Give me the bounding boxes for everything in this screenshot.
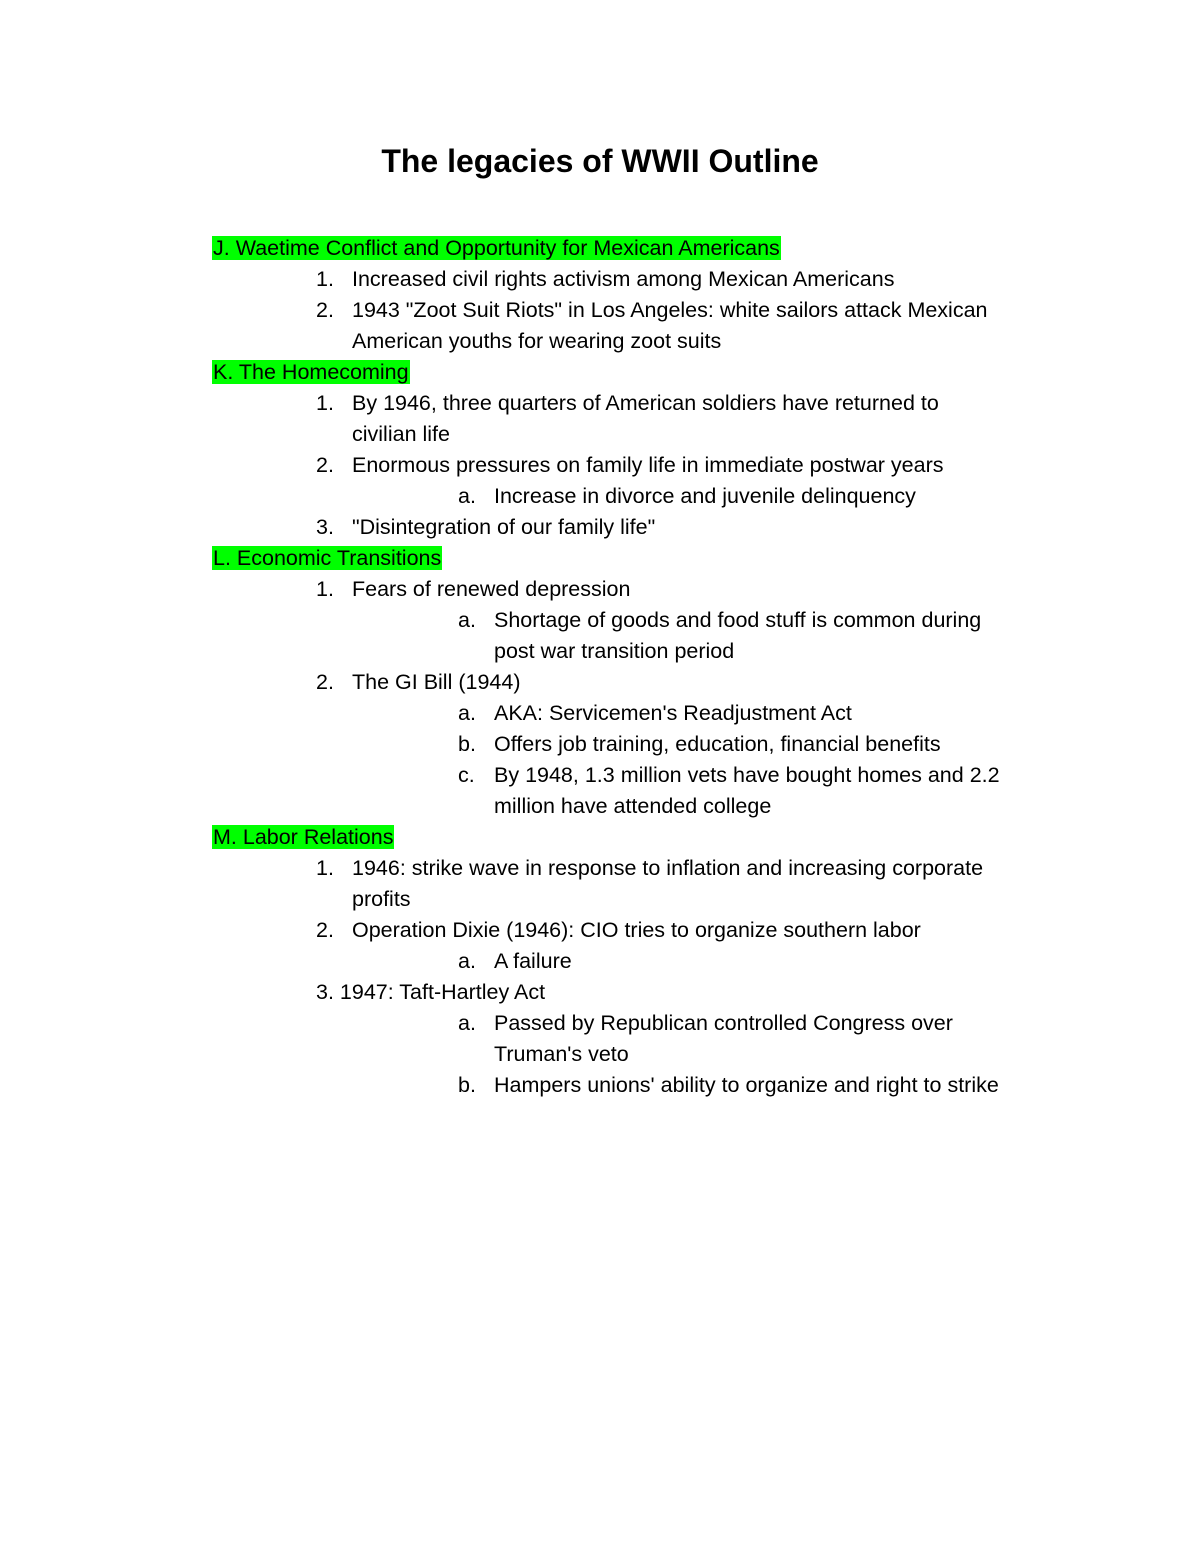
- document-title: The legacies of WWII Outline: [381, 143, 819, 179]
- list-marker: a.: [458, 1011, 476, 1035]
- list-marker: 2.: [316, 670, 334, 694]
- list-marker: 2.: [316, 918, 334, 942]
- list-marker: 1.: [316, 267, 334, 291]
- numbered-item: [212, 574, 1112, 605]
- list-marker: a.: [458, 949, 476, 973]
- list-item-text: Increase in divorce and juvenile delinquency: [494, 484, 916, 508]
- section-heading-text: K. The Homecoming: [213, 360, 409, 384]
- list-marker: b.: [458, 1073, 476, 1097]
- list-item: [212, 977, 1112, 1008]
- list-marker: 2.: [316, 453, 334, 477]
- numbered-item: [212, 264, 1112, 295]
- list-item-text: 1943 "Zoot Suit Riots" in Los Angeles: white sailors attack Mexican: [352, 298, 988, 322]
- list-item-text: Increased civil rights activism among Mexican Americans: [352, 267, 895, 291]
- list-marker: 1.: [316, 391, 334, 415]
- list-item-text: By 1948, 1.3 million vets have bought homes and 2.2: [494, 763, 1000, 787]
- list-item-text: The GI Bill (1944): [352, 670, 521, 694]
- list-marker: a.: [458, 608, 476, 632]
- lettered-subitem: [212, 481, 1112, 512]
- list-marker: c.: [458, 763, 475, 787]
- lettered-subitem: [212, 636, 1112, 667]
- lettered-subitem: [212, 698, 1112, 729]
- outline: [212, 233, 1112, 1101]
- numbered-item: [212, 388, 1112, 419]
- section-heading: [212, 357, 1112, 388]
- lettered-subitem: [212, 1070, 1112, 1101]
- section-heading-text: M. Labor Relations: [213, 825, 394, 849]
- list-marker: a.: [458, 701, 476, 725]
- lettered-subitem: [212, 1039, 1112, 1070]
- section-heading: [212, 233, 1112, 264]
- list-item-text: By 1946, three quarters of American soldiers have returned to: [352, 391, 939, 415]
- list-item-text: Passed by Republican controlled Congress over: [494, 1011, 953, 1035]
- section-heading-text: J. Waetime Conflict and Opportunity for Mexican Americans: [213, 236, 780, 260]
- lettered-subitem: [212, 760, 1112, 791]
- lettered-subitem: [212, 729, 1112, 760]
- section-heading-text: L. Economic Transitions: [213, 546, 442, 570]
- numbered-item: [212, 667, 1112, 698]
- numbered-item: [212, 419, 1112, 450]
- list-item-text: 1946: strike wave in response to inflation and increasing corporate: [352, 856, 984, 880]
- list-marker: 2.: [316, 298, 334, 322]
- numbered-item: [212, 853, 1112, 884]
- list-item-text: profits: [352, 887, 411, 911]
- list-marker: a.: [458, 484, 476, 508]
- list-item-text: Operation Dixie (1946): CIO tries to organize southern labor: [352, 918, 921, 942]
- list-item-text: post war transition period: [494, 639, 735, 663]
- numbered-item: [212, 295, 1112, 326]
- list-marker: 1.: [316, 577, 334, 601]
- list-item-text: AKA: Servicemen's Readjustment Act: [494, 701, 852, 725]
- lettered-subitem: [212, 1008, 1112, 1039]
- lettered-subitem: [212, 605, 1112, 636]
- list-item-text: Truman's veto: [494, 1042, 629, 1066]
- list-item-text: Offers job training, education, financial benefits: [494, 732, 941, 756]
- list-item-text: American youths for wearing zoot suits: [352, 329, 722, 353]
- list-marker: b.: [458, 732, 476, 756]
- list-item-text: Fears of renewed depression: [352, 577, 631, 601]
- numbered-item: [212, 450, 1112, 481]
- numbered-item: [212, 915, 1112, 946]
- numbered-item: [212, 512, 1112, 543]
- list-item-text: Hampers unions' ability to organize and right to strike: [494, 1073, 999, 1097]
- list-item-text: "Disintegration of our family life": [352, 515, 656, 539]
- section-heading: [212, 822, 1112, 853]
- list-marker: 1.: [316, 856, 334, 880]
- numbered-item: [212, 326, 1112, 357]
- section-heading: [212, 543, 1112, 574]
- list-marker: 3.: [316, 515, 334, 539]
- list-item-text: civilian life: [352, 422, 450, 446]
- list-item-text: Shortage of goods and food stuff is common during: [494, 608, 982, 632]
- list-item-text: Enormous pressures on family life in immediate postwar years: [352, 453, 944, 477]
- numbered-item: [212, 884, 1112, 915]
- list-item-text: 3. 1947: Taft-Hartley Act: [316, 980, 546, 1004]
- lettered-subitem: [212, 791, 1112, 822]
- list-item-text: A failure: [494, 949, 572, 973]
- list-item-text: million have attended college: [494, 794, 772, 818]
- lettered-subitem: [212, 946, 1112, 977]
